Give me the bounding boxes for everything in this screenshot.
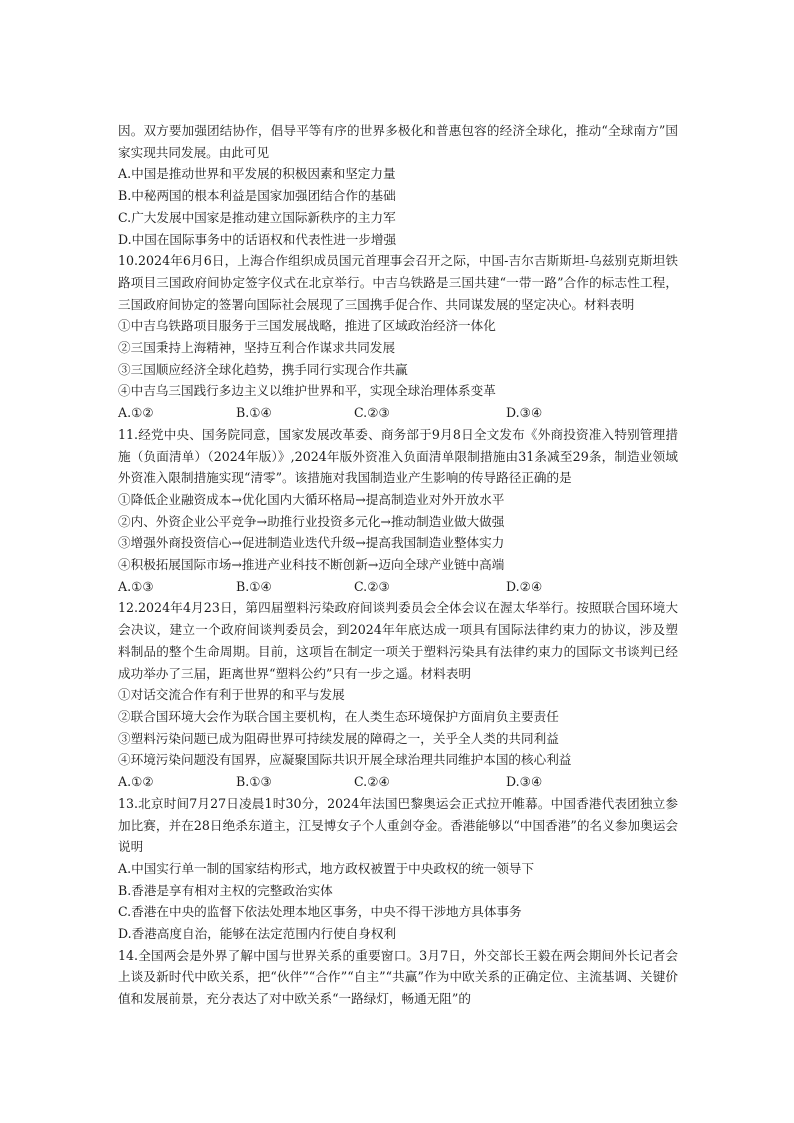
q13-option-a: A.中国实行单一制的国家结构形式，地方政权被置于中央政权的统一领导下: [118, 860, 535, 876]
q11-statement-1: ①降低企业融资成本→优化国内大循环格局→提高制造业对外开放水平: [118, 491, 505, 507]
q12-statement-1: ①对话交流合作有利于世界的和平与发展: [118, 687, 345, 703]
q12-statement-4: ④环境污染问题没有国界，应凝聚国际共识开展全球治理共同维护本国的核心利益: [118, 752, 572, 768]
q12-choice-a: A.①②: [118, 774, 154, 790]
q10-statement-3: ③三国顺应经济全球化趋势，携手同行实现合作共赢: [118, 361, 408, 377]
exam-page: [118, 120, 678, 1010]
q12-choice-b: B.①③: [236, 774, 272, 790]
q13-option-d: D.香港高度自治，能够在法定范围内行使自身权利: [118, 926, 397, 942]
q10-statement-4: ④中吉乌三国践行多边主义以维护世界和平，实现全球治理体系变革: [118, 383, 496, 399]
q11-statement-4: ④积极拓展国际市场→推进产业科技不断创新→迈向全球产业链中高端: [118, 557, 505, 573]
q9-option-b: B.中秘两国的根本利益是国家加强团结合作的基础: [118, 188, 396, 204]
q10-choice-b: B.①④: [236, 405, 272, 421]
q11-choice-b: B.①④: [236, 578, 272, 594]
q11-choice-a: A.①③: [118, 578, 154, 594]
q13-option-b: B.香港是享有相对主权的完整政治实体: [118, 882, 333, 898]
q10-choice-c: C.②③: [354, 405, 390, 421]
q9-stem-tail: 因。双方要加强团结协作，倡导平等有序的世界多极化和普惠包容的经济全球化，推动“全球南方”国家实现共同发展。由此可见: [118, 123, 678, 160]
q12-statement-3: ③塑料污染问题已成为阻碍世界可持续发展的障碍之一，关乎全人类的共同利益: [118, 730, 559, 746]
q11-choice-c: C.②③: [354, 578, 390, 594]
q12-choices: [118, 771, 678, 793]
q10-choice-a: A.①②: [118, 405, 154, 421]
q13-stem: 13.北京时间7月27日凌晨1时30分，2024年法国巴黎奥运会正式拉开帷幕。中国香港代表团独立参加比赛，并在28日绝杀东道主，江旻博女子个人重剑夺金。香港能够以“中国香港”的名义参加奥运会说明: [118, 795, 678, 855]
q10-choices: [118, 402, 678, 424]
q11-statement-2: ②内、外资企业公平竞争→助推行业投资多元化→推动制造业做大做强: [118, 513, 505, 529]
q14-stem: 14.全国两会是外界了解中国与世界关系的重要窗口。3月7日，外交部长王毅在两会期间外长记者会上谈及新时代中欧关系，把“伙伴”“合作”“自主”“共赢”作为中欧关系的正确定位、主流基调、关键价值和发展前景，充分表达了对中欧关系“一路绿灯，畅通无阻”的: [118, 947, 678, 1007]
q10-choice-d: D.③④: [506, 405, 543, 421]
q11-statement-3: ③增强外商投资信心→促进制造业迭代升级→提高我国制造业整体实力: [118, 535, 505, 551]
q10-statement-1: ①中吉乌铁路项目服务于三国发展战略，推进了区域政治经济一体化: [118, 318, 496, 334]
q10-statement-2: ②三国秉持上海精神，坚持互利合作谋求共同发展: [118, 340, 396, 356]
q9-option-c: C.广大发展中国家是推动建立国际新秩序的主力军: [118, 209, 396, 225]
q12-choice-d: D.③④: [506, 774, 543, 790]
q9-option-a: A.中国是推动世界和平发展的积极因素和坚定力量: [118, 166, 396, 182]
q11-stem: 11.经党中央、国务院同意，国家发展改革委、商务部于9月8日全文发布《外商投资准入特别管理措施（负面清单）（2024年版）》,2024年版外资准入负面清单限制措施由31条减至29条，制造业领域外资准入限制措施实现“清零”。该措施对我国制造业产生影响的传导路径正确的是: [118, 426, 678, 486]
q10-stem: 10.2024年6月6日，上海合作组织成员国元首理事会召开之际，中国-吉尔吉斯斯坦-乌兹别克斯坦铁路项目三国政府间协定签字仪式在北京举行。中吉乌铁路是三国共建“一带一路”合作的标志性工程，三国政府间协定的签署向国际社会展现了三国携手促合作、共同谋发展的坚定决心。材料表明: [118, 253, 678, 312]
q12-stem: 12.2024年4月23日，第四届塑料污染政府间谈判委员会全体会议在渥太华举行。按照联合国环境大会决议，建立一个政府间谈判委员会，到2024年年底达成一项具有国际法律约束力的协议，涉及塑料制品的整个生命周期。目前，这项旨在制定一项关于塑料污染具有法律约束力的国际文书谈判已经成功举办了三届，距离世界“塑料公约”只有一步之遥。材料表明: [118, 600, 678, 681]
q11-choices: [118, 576, 678, 598]
q9-option-d: D.中国在国际事务中的话语权和代表性进一步增强: [118, 231, 397, 247]
q11-choice-d: D.②④: [506, 578, 543, 594]
q12-statement-2: ②联合国环境大会作为联合国主要机构，在人类生态环境保护方面肩负主要责任: [118, 708, 559, 724]
q13-option-c: C.香港在中央的监督下依法处理本地区事务，中央不得干涉地方具体事务: [118, 904, 522, 920]
q12-choice-c: C.②④: [354, 774, 390, 790]
